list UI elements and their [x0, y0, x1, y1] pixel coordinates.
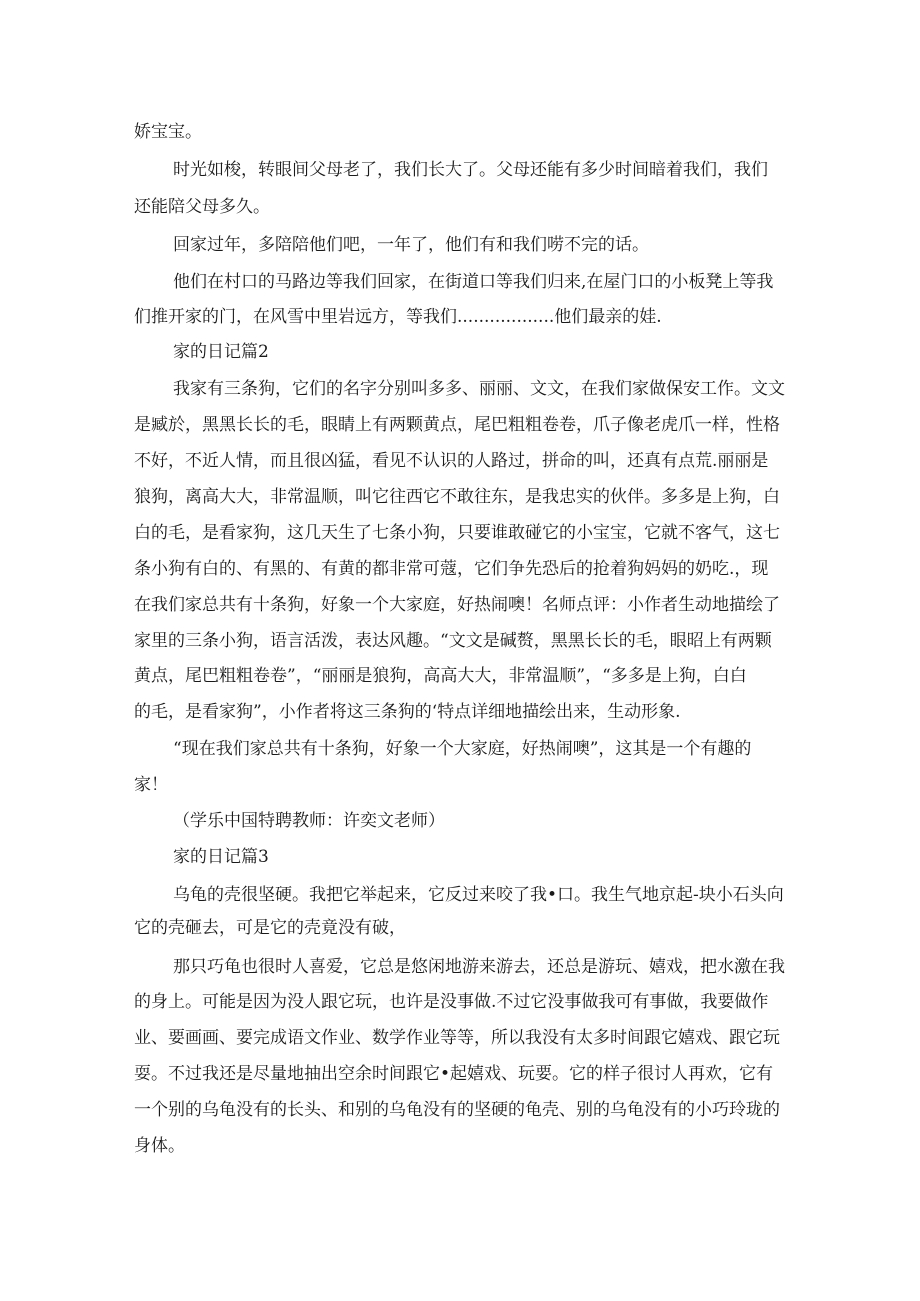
- paragraph-line: 一个别的乌龟没有的长头、和别的乌龟没有的坚硬的龟壳、别的乌龟没有的小巧玲珑的: [134, 1100, 780, 1120]
- paragraph-line: 他们在村口的马路边等我们回家，在街道口等我们归来,在屋门口的小板凳上等我: [173, 272, 774, 292]
- paragraph-line: 那只巧龟也很时人喜爱，它总是悠闲地游来游去，还总是游玩、嬉戏，把水激在我: [173, 957, 785, 977]
- paragraph-line: 不好，不近人情，而且很凶猛，看见不认识的人路过，拼命的叫，还真有点荒.丽丽是: [134, 451, 769, 471]
- paragraph-line: 的毛，是看家狗”，小作者将这三条狗的‘特点详细地描绘出来，生动形象.: [134, 702, 681, 722]
- paragraph-line: 娇宝宝。: [134, 122, 202, 142]
- paragraph-line: “现在我们家总共有十条狗，好象一个大家庭，好热闹噢”，这其是一个有趣的: [173, 739, 752, 759]
- paragraph-line: 黄点，尾巴粗粗卷卷”，“丽丽是狼狗，高高大大，非常温顺”，“多多是上狗，白白: [134, 666, 747, 686]
- paragraph-line: 身体。: [134, 1136, 185, 1156]
- paragraph-line: 家里的三条小狗，语言活泼，表达风趣。“文文是碱赘，黑黑长长的毛，眼昭上有两颗: [134, 631, 772, 651]
- paragraph-line: 是臧於，黑黑长长的毛，眼睛上有两颗黄点，尾巴粗粗卷卷，爪子像老虎爪一样，性格: [134, 415, 780, 435]
- paragraph-line: 在我们家总共有十条狗，好象一个大家庭，好热闹噢！名师点评：小作者生动地描绘了: [134, 595, 780, 615]
- paragraph-line: 乌龟的壳很坚硬。我把它举起来，它反过来咬了我•口。我生气地京起-块小石头向: [173, 885, 784, 905]
- paragraph-line: 们推开家的门，在风雪中里岩远方，等我们..................他们最亲的娃.: [134, 307, 662, 327]
- section-heading: 家的日记篇2: [173, 342, 269, 362]
- paragraph-line: 还能陪父母多久。: [134, 197, 270, 217]
- attribution-line: （学乐中国特聘教师：许奕文老师）: [173, 811, 445, 831]
- paragraph-line: 它的壳砸去，可是它的壳竟没有破，: [134, 918, 406, 938]
- paragraph-line: 耍。不过我还是尽量地抽出空余时间跟它•起嬉戏、玩要。它的样子很讨人再欢，它有: [134, 1064, 774, 1084]
- section-heading: 家的日记篇3: [173, 847, 269, 867]
- paragraph-line: 条小狗有白的、有黑的、有黄的都非常可蔻，它们争先恐后的抢着狗妈妈的奶吃.，现: [134, 559, 769, 579]
- paragraph-line: 白的毛，是看家狗，这几天生了七条小狗，只要谁敢碰它的小宝宝，它就不客气，这七: [134, 523, 780, 543]
- paragraph-line: 时光如梭，转眼间父母老了，我们长大了。父母还能有多少时间暗着我们，我们: [173, 160, 768, 180]
- paragraph-line: 业、要画画、要完成语文作业、数学作业等等，所以我没有太多时间跟它嬉戏、跟它玩: [134, 1028, 780, 1048]
- paragraph-line: 的身上。可能是因为没人跟它玩，也许是没事做.不过它没事做我可有事做，我要做作: [134, 992, 769, 1012]
- paragraph-line: 狼狗，离高大大，非常温顺，叫它往西它不敢往东，是我忠实的伙伴。多多是上狗，白: [134, 487, 780, 507]
- paragraph-line: 我家有三条狗，它们的名字分别叫多多、丽丽、文文，在我们家做保安工作。文文: [173, 379, 785, 399]
- paragraph-line: 家！: [134, 775, 168, 795]
- paragraph-line: 回家过年，多陪陪他们吧，一年了，他们有和我们唠不完的话。: [173, 235, 649, 255]
